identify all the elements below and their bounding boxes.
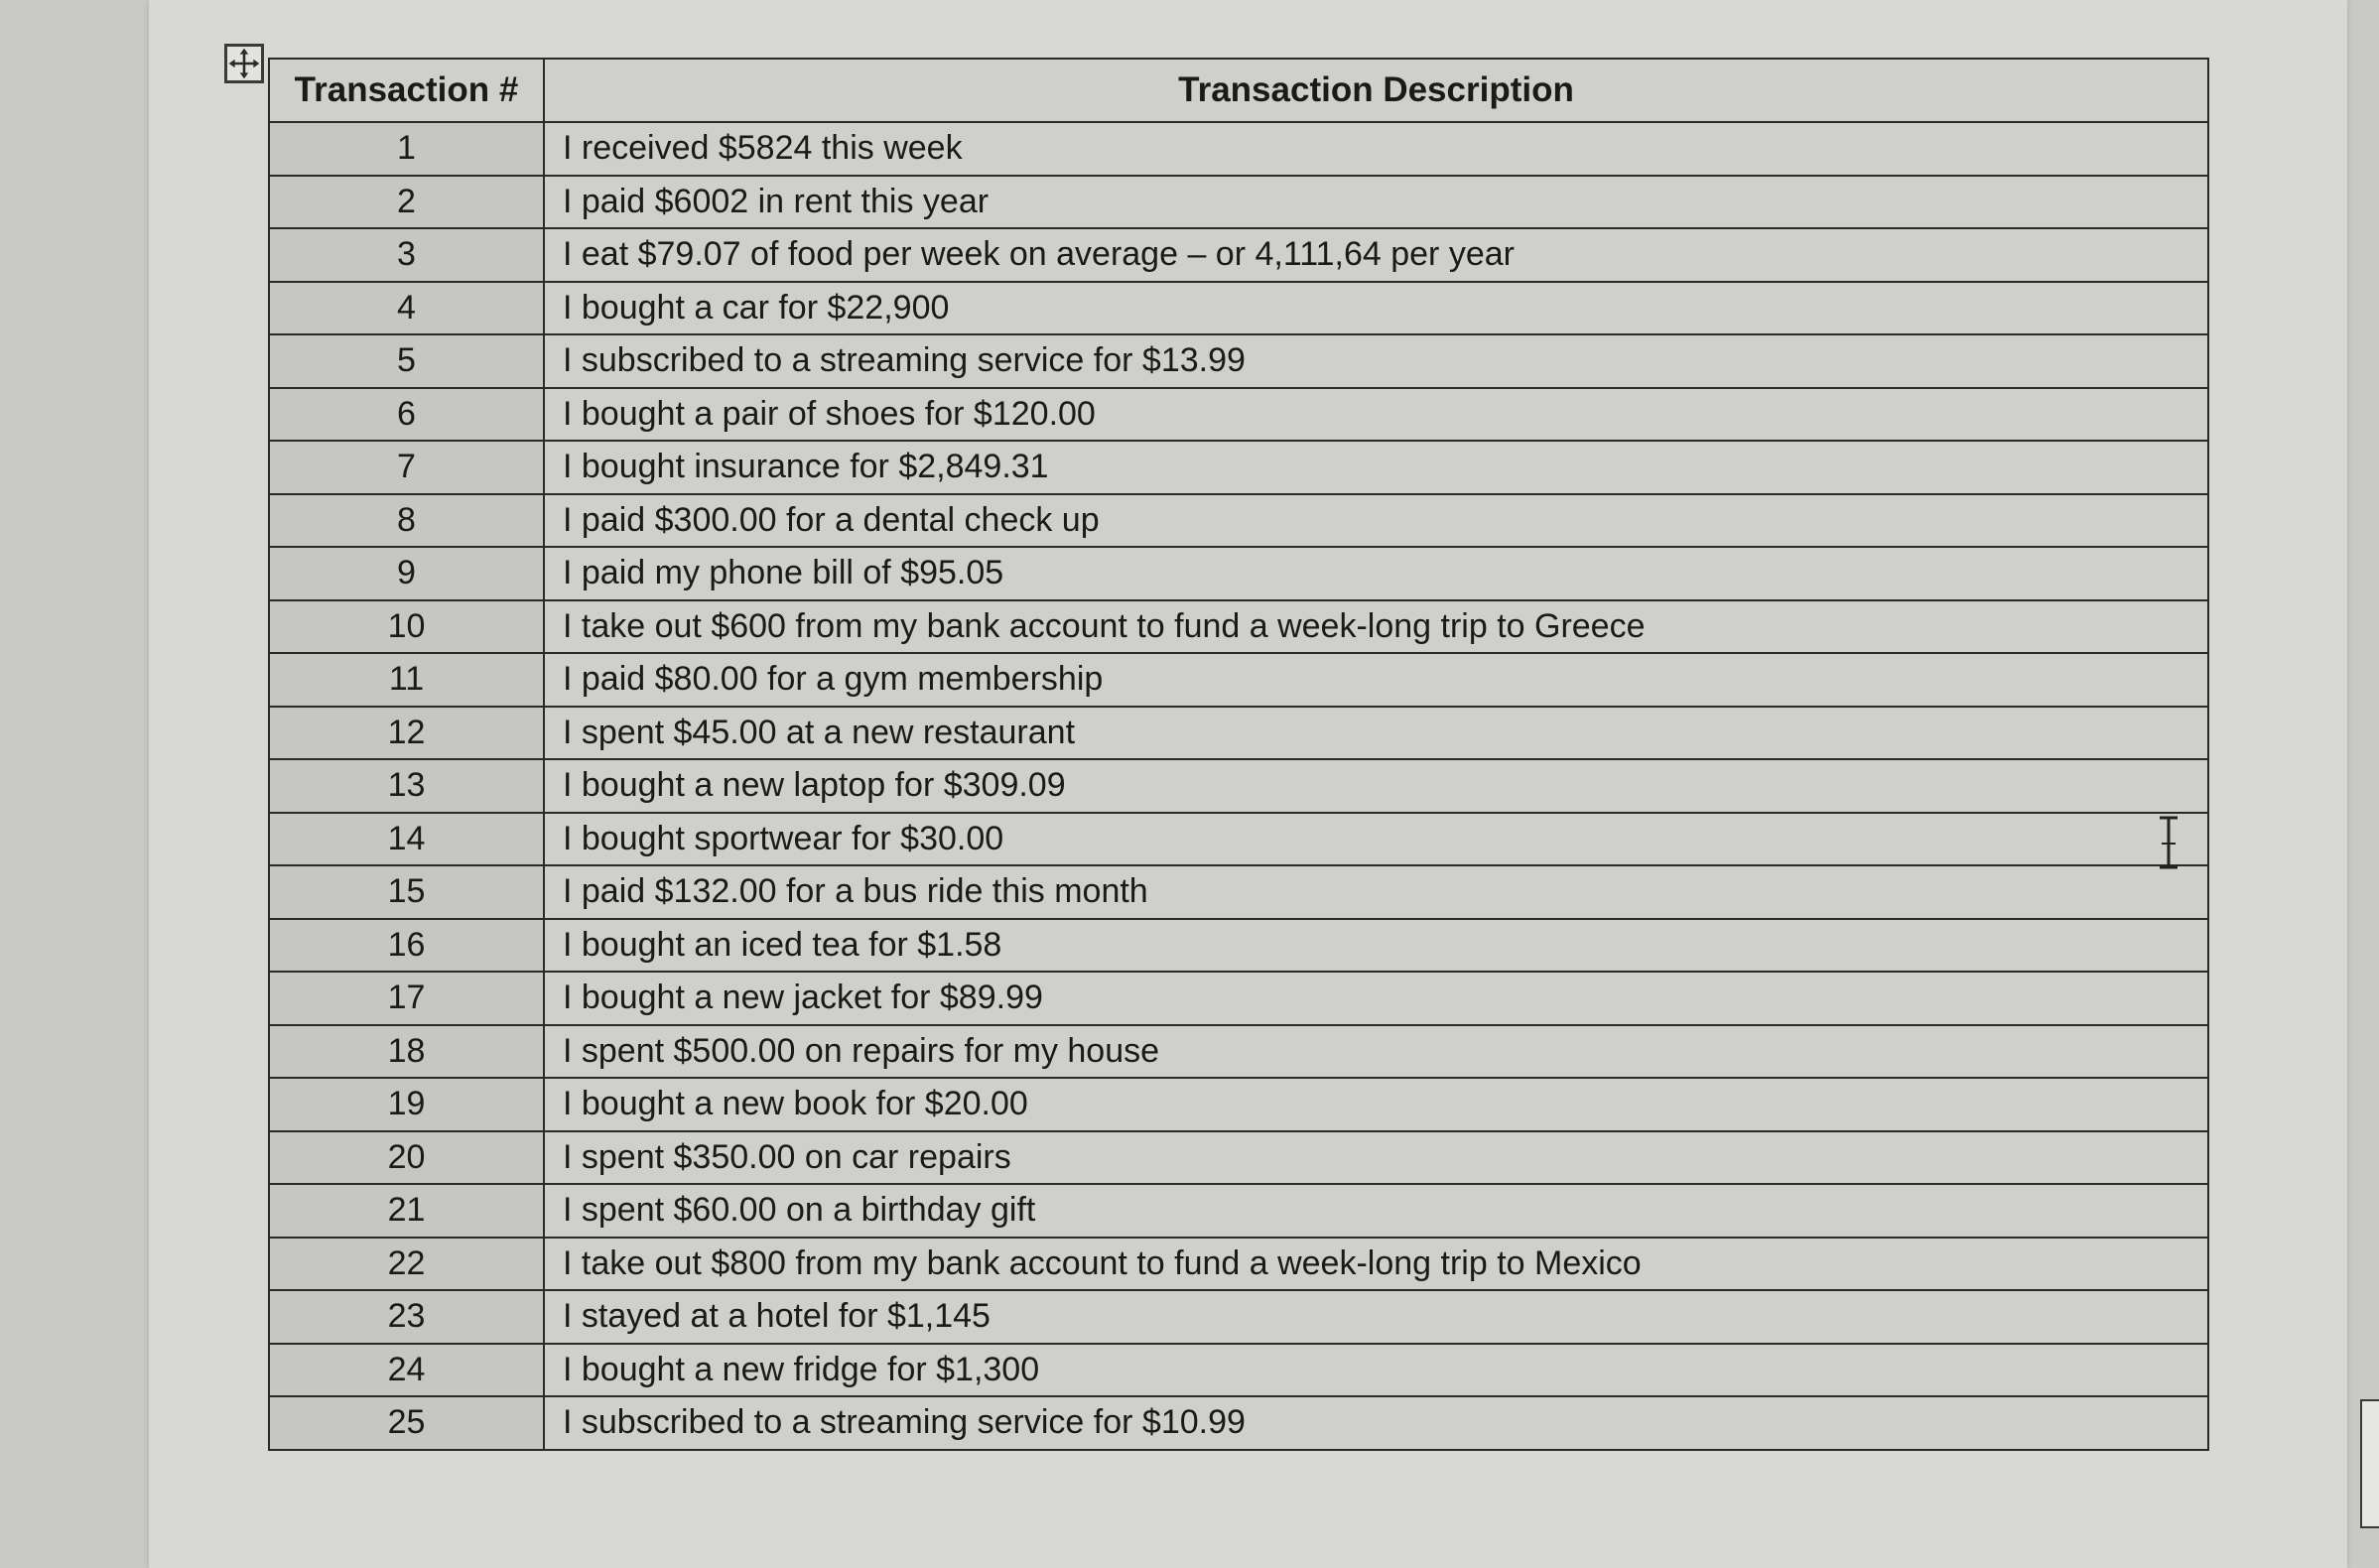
transaction-number-cell[interactable]: 11 bbox=[269, 653, 544, 707]
table-row bbox=[269, 388, 2208, 442]
transaction-description-cell[interactable]: I paid my phone bill of $95.05 bbox=[544, 547, 2208, 600]
transaction-description-cell[interactable]: I paid $132.00 for a bus ride this month bbox=[544, 865, 2208, 919]
table-row bbox=[269, 1290, 2208, 1344]
table-row bbox=[269, 228, 2208, 282]
transaction-number-cell[interactable]: 21 bbox=[269, 1184, 544, 1238]
transaction-description-cell[interactable]: I bought a pair of shoes for $120.00 bbox=[544, 388, 2208, 442]
transaction-description-cell[interactable]: I take out $600 from my bank account to fund a week-long trip to Greece bbox=[544, 600, 2208, 654]
table-row bbox=[269, 972, 2208, 1025]
transaction-description-cell[interactable]: I bought a new book for $20.00 bbox=[544, 1078, 2208, 1131]
transaction-number-cell[interactable]: 13 bbox=[269, 759, 544, 813]
transaction-number-cell[interactable]: 16 bbox=[269, 919, 544, 973]
transaction-number-cell[interactable]: 20 bbox=[269, 1131, 544, 1185]
table-row bbox=[269, 1238, 2208, 1291]
transaction-number-cell[interactable]: 8 bbox=[269, 494, 544, 548]
transaction-number-cell[interactable]: 10 bbox=[269, 600, 544, 654]
transaction-number-cell[interactable]: 2 bbox=[269, 176, 544, 229]
transaction-description-cell[interactable]: I eat $79.07 of food per week on average – or 4,111,64 per year bbox=[544, 228, 2208, 282]
transaction-description-cell[interactable]: I stayed at a hotel for $1,145 bbox=[544, 1290, 2208, 1344]
transaction-number-cell[interactable]: 4 bbox=[269, 282, 544, 335]
transaction-number-cell[interactable]: 18 bbox=[269, 1025, 544, 1079]
table-row bbox=[269, 547, 2208, 600]
table-row bbox=[269, 1131, 2208, 1185]
transaction-number-cell[interactable]: 3 bbox=[269, 228, 544, 282]
transaction-number-cell[interactable]: 12 bbox=[269, 707, 544, 760]
transaction-number-cell[interactable]: 5 bbox=[269, 334, 544, 388]
table-row bbox=[269, 707, 2208, 760]
transaction-number-cell[interactable]: 22 bbox=[269, 1238, 544, 1291]
table-row bbox=[269, 176, 2208, 229]
transaction-description-cell[interactable]: I bought sportwear for $30.00 bbox=[544, 813, 2208, 866]
transaction-number-cell[interactable]: 1 bbox=[269, 122, 544, 176]
move-arrows-icon bbox=[227, 47, 261, 80]
header-transaction-description[interactable]: Transaction Description bbox=[544, 59, 2208, 122]
transaction-description-cell[interactable]: I paid $80.00 for a gym membership bbox=[544, 653, 2208, 707]
text-cursor-icon bbox=[2154, 814, 2183, 871]
transaction-description-cell[interactable]: I bought a new laptop for $309.09 bbox=[544, 759, 2208, 813]
table-row bbox=[269, 122, 2208, 176]
table-row bbox=[269, 813, 2208, 866]
table-row bbox=[269, 1396, 2208, 1450]
transaction-number-cell[interactable]: 23 bbox=[269, 1290, 544, 1344]
transaction-description-cell[interactable]: I spent $60.00 on a birthday gift bbox=[544, 1184, 2208, 1238]
table-row bbox=[269, 1184, 2208, 1238]
transaction-number-cell[interactable]: 9 bbox=[269, 547, 544, 600]
table-header-row bbox=[269, 59, 2208, 122]
transaction-number-cell[interactable]: 14 bbox=[269, 813, 544, 866]
table-row bbox=[269, 441, 2208, 494]
transaction-description-cell[interactable]: I bought a new fridge for $1,300 bbox=[544, 1344, 2208, 1397]
table-row bbox=[269, 865, 2208, 919]
table-row bbox=[269, 1344, 2208, 1397]
transaction-description-cell[interactable]: I bought insurance for $2,849.31 bbox=[544, 441, 2208, 494]
transaction-description-cell[interactable]: I spent $500.00 on repairs for my house bbox=[544, 1025, 2208, 1079]
transaction-number-cell[interactable]: 17 bbox=[269, 972, 544, 1025]
transaction-number-cell[interactable]: 7 bbox=[269, 441, 544, 494]
transaction-description-cell[interactable]: I bought a car for $22,900 bbox=[544, 282, 2208, 335]
table-row bbox=[269, 282, 2208, 335]
transaction-description-cell[interactable]: I paid $6002 in rent this year bbox=[544, 176, 2208, 229]
table-move-handle-icon[interactable] bbox=[224, 44, 264, 83]
table-row bbox=[269, 600, 2208, 654]
transaction-description-cell[interactable]: I subscribed to a streaming service for $10.99 bbox=[544, 1396, 2208, 1450]
table-row bbox=[269, 1078, 2208, 1131]
transaction-number-cell[interactable]: 25 bbox=[269, 1396, 544, 1450]
transaction-description-cell[interactable]: I spent $350.00 on car repairs bbox=[544, 1131, 2208, 1185]
transaction-description-cell[interactable]: I take out $800 from my bank account to fund a week-long trip to Mexico bbox=[544, 1238, 2208, 1291]
table-row bbox=[269, 494, 2208, 548]
table-row bbox=[269, 919, 2208, 973]
transaction-number-cell[interactable]: 6 bbox=[269, 388, 544, 442]
transactions-table bbox=[268, 58, 2209, 1451]
table-body bbox=[269, 122, 2208, 1450]
table-row bbox=[269, 653, 2208, 707]
transaction-description-cell[interactable]: I bought an iced tea for $1.58 bbox=[544, 919, 2208, 973]
transaction-number-cell[interactable]: 19 bbox=[269, 1078, 544, 1131]
table-row bbox=[269, 1025, 2208, 1079]
table-row bbox=[269, 759, 2208, 813]
transaction-description-cell[interactable]: I spent $45.00 at a new restaurant bbox=[544, 707, 2208, 760]
scrollbar-edge[interactable] bbox=[2360, 1399, 2379, 1528]
transaction-number-cell[interactable]: 24 bbox=[269, 1344, 544, 1397]
transaction-description-cell[interactable]: I bought a new jacket for $89.99 bbox=[544, 972, 2208, 1025]
header-transaction-number[interactable]: Transaction # bbox=[269, 59, 544, 122]
transaction-description-cell[interactable]: I paid $300.00 for a dental check up bbox=[544, 494, 2208, 548]
transaction-description-cell[interactable]: I subscribed to a streaming service for $13.99 bbox=[544, 334, 2208, 388]
table-row bbox=[269, 334, 2208, 388]
transaction-number-cell[interactable]: 15 bbox=[269, 865, 544, 919]
transaction-description-cell[interactable]: I received $5824 this week bbox=[544, 122, 2208, 176]
